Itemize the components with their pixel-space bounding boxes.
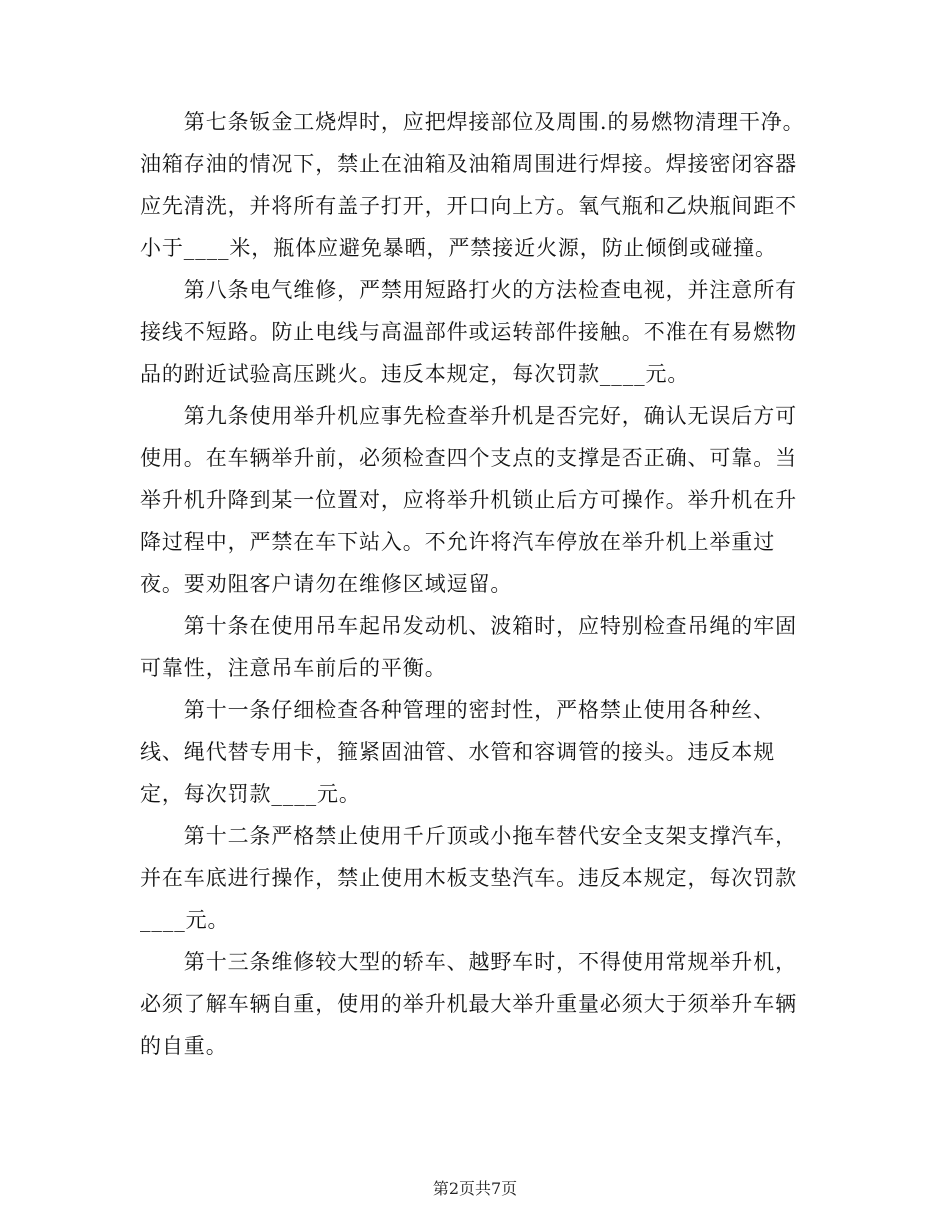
text-line: 第九条使用举升机应事先检查举升机是否完好，确认无误后方可 (140, 404, 797, 428)
text-line: 第七条钣金工烧焊时，应把焊接部位及周围.的易燃物清理干净。 (140, 110, 805, 134)
text-line: 第十三条维修较大型的轿车、越野车时，不得使用常规举升机， (140, 950, 797, 974)
article-8-paragraph (140, 269, 808, 395)
text-line: 第八条电气维修，严禁用短路打火的方法检查电视，并注意所有 (140, 278, 797, 302)
text-line: 可靠性，注意吊车前后的平衡。 (140, 656, 447, 680)
text-line: 第十二条严格禁止使用千斤顶或小拖车替代安全支架支撑汽车， (140, 824, 797, 848)
text-line: 并在车底进行操作，禁止使用木板支垫汽车。违反本规定，每次罚款 (140, 866, 797, 890)
text-line: ____元。 (140, 908, 230, 932)
text-line: 定，每次罚款____元。 (140, 782, 361, 806)
article-13-paragraph (140, 941, 808, 1067)
text-line: 夜。要劝阻客户请勿在维修区域逗留。 (140, 572, 513, 596)
text-line: 品的跗近试验高压跳火。违反本规定，每次罚款____元。 (140, 362, 690, 386)
text-line: 第十一条仔细检查各种管理的密封性，严格禁止使用各种丝、 (140, 698, 776, 722)
text-line: 应先清洗，并将所有盖子打开，开口向上方。氧气瓶和乙炔瓶间距不 (140, 194, 797, 218)
text-line: 第十条在使用吊车起吊发动机、波箱时，应特别检查吊绳的牢固 (140, 614, 797, 638)
article-9-paragraph (140, 395, 808, 605)
text-line: 必须了解车辆自重，使用的举升机最大举升重量必须大于须举升车辆 (140, 992, 797, 1016)
text-line: 降过程中，严禁在车下站入。不允许将汽车停放在举升机上举重过 (140, 530, 776, 554)
article-10-paragraph (140, 605, 808, 689)
page-number-footer: 第2页共7页 (432, 1179, 518, 1198)
article-12-paragraph (140, 815, 808, 941)
article-11-paragraph (140, 689, 808, 815)
text-line: 使用。在车辆举升前，必须检查四个支点的支撑是否正确、可靠。当 (140, 446, 797, 470)
text-line: 油箱存油的情况下，禁止在油箱及油箱周围进行焊接。焊接密闭容器 (140, 152, 797, 176)
article-7-paragraph (140, 101, 808, 269)
text-line: 线、绳代替专用卡，箍紧固油管、水管和容调管的接头。违反本规 (140, 740, 776, 764)
text-line: 接线不短路。防止电线与高温部件或运转部件接触。不准在有易燃物 (140, 320, 797, 344)
document-body (140, 101, 808, 1067)
text-line: 的自重。 (140, 1034, 228, 1058)
text-line: 小于____米，瓶体应避免暴晒，严禁接近火源，防止倾倒或碰撞。 (140, 236, 777, 260)
text-line: 举升机升降到某一位置对，应将举升机锁止后方可操作。举升机在升 (140, 488, 797, 512)
